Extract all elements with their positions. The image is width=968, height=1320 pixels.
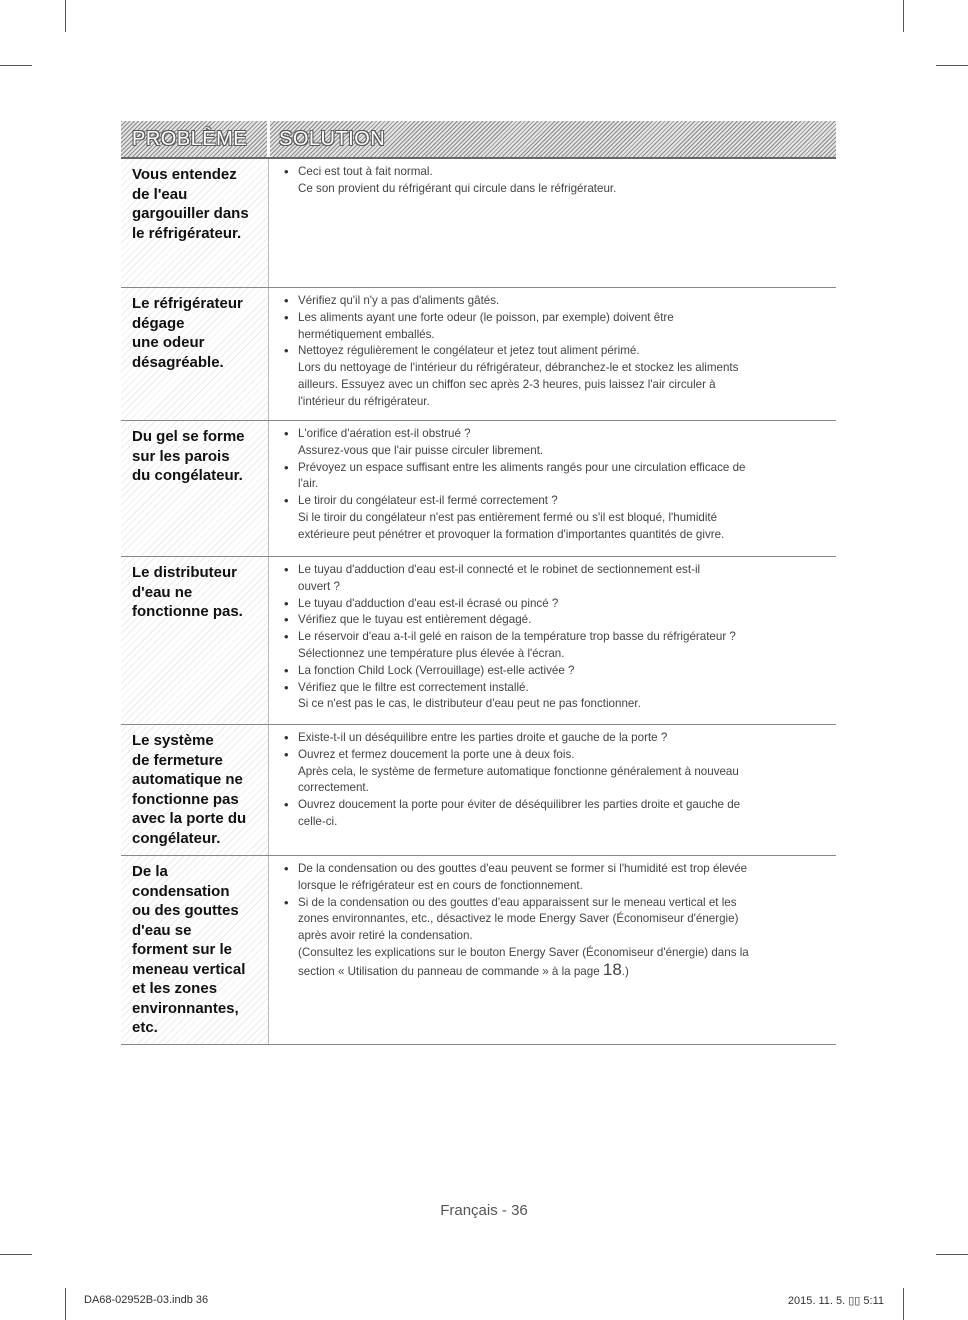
solution-text: La fonction Child Lock (Verrouillage) est-elle activée ?: [298, 663, 575, 677]
table-row: [121, 725, 836, 856]
problem-line: meneau vertical: [132, 960, 246, 978]
solution-continuation: [284, 959, 828, 981]
solution-continuation: [284, 911, 828, 928]
problem-line: environnantes,: [132, 999, 239, 1017]
problem-line: et les zones: [132, 980, 218, 997]
solution-continuation: [284, 764, 828, 781]
solution-text: Si ce n'est pas le cas, le distributeur d'eau peut ne pas fonctionner.: [298, 697, 641, 711]
table-header: [121, 121, 836, 159]
solution-cell: [269, 725, 836, 855]
problem-cell: [121, 725, 269, 855]
solution-bullet-item: [284, 596, 828, 613]
solution-continuation: [284, 443, 828, 460]
solution-cell: [269, 288, 836, 420]
solution-text: Sélectionnez une température plus élevée à l'écran.: [298, 646, 565, 660]
solution-bullet-item: [284, 663, 828, 680]
slug-file: DA68-02952B-03.indb 36: [84, 1294, 209, 1306]
solution-continuation: [284, 579, 828, 596]
solution-continuation: [284, 780, 828, 797]
problem-line: automatique ne: [132, 771, 243, 788]
problem-line: avec la porte du: [132, 810, 247, 827]
page-footer: Français - 36: [440, 1202, 528, 1219]
crop-mark: [0, 65, 32, 66]
solution-text: zones environnantes, etc., désactivez le mode Energy Saver (Économiseur d'énergie): [298, 912, 739, 926]
crop-mark: [65, 1288, 66, 1320]
solution-text: Le tiroir du congélateur est-il fermé correctement ?: [298, 494, 558, 508]
problem-line: forment sur le: [132, 941, 233, 958]
solution-continuation: [284, 360, 828, 377]
solution-text: correctement.: [298, 781, 369, 795]
solution-text: l'intérieur du réfrigérateur.: [298, 394, 430, 408]
problem-line: fonctionne pas: [132, 790, 239, 808]
problem-line: de fermeture: [132, 751, 223, 769]
header-solution: [270, 121, 836, 157]
solution-text: Ceci est tout à fait normal.: [298, 165, 433, 178]
problem-line: Le système: [132, 732, 214, 749]
solution-bullet-item: [284, 562, 828, 579]
problem-line: gargouiller dans: [132, 205, 249, 222]
solution-text: Vérifiez que le filtre est correctement installé.: [298, 680, 529, 694]
solution-text: l'air.: [298, 477, 319, 491]
solution-bullet-item: [284, 493, 828, 510]
solution-bullet-item: [284, 747, 828, 764]
problem-cell: [121, 856, 269, 1044]
problem-line: Le distributeur: [132, 564, 238, 581]
solution-text: Prévoyez un espace suffisant entre les aliments rangés pour une circulation efficace de: [298, 460, 746, 474]
problem-line: une odeur: [132, 334, 205, 351]
solution-text-suffix: .): [621, 964, 629, 978]
solution-text: De la condensation ou des gouttes d'eau peuvent se former si l'humidité est trop élevée: [298, 862, 748, 875]
solution-bullet-item: [284, 797, 828, 814]
problem-line: sur les parois: [132, 447, 230, 465]
table-row: [121, 557, 836, 725]
solution-list: [284, 164, 828, 198]
solution-text: extérieure peut pénétrer et provoquer la formation d'importantes quantités de givre.: [298, 527, 725, 541]
solution-text: (Consultez les explications sur le bouton Energy Saver (Économiseur d'énergie) dans la: [298, 945, 749, 959]
solution-bullet-item: [284, 629, 828, 646]
solution-text: Existe-t-il un déséquilibre entre les parties droite et gauche de la porte ?: [298, 731, 668, 744]
solution-list: [284, 293, 828, 411]
header-solution-label: SOLUTION: [279, 127, 386, 150]
solution-list: [284, 730, 828, 831]
header-problem-label: PROBLÈME: [132, 127, 248, 150]
solution-text: lorsque le réfrigérateur est en cours de fonctionnement.: [298, 878, 583, 892]
solution-text: section « Utilisation du panneau de commande » à la page: [298, 964, 603, 978]
problem-line: congélateur.: [132, 829, 221, 847]
problem-line: de l'eau: [132, 185, 188, 203]
page-reference: 18: [602, 959, 622, 979]
solution-list: [284, 861, 828, 981]
solution-text: Ouvrez doucement la porte pour éviter de déséquilibrer les parties droite et gauche de: [298, 798, 741, 812]
solution-cell: [269, 159, 836, 287]
solution-text: Les aliments ayant une forte odeur (le poisson, par exemple) doivent être: [298, 310, 674, 324]
header-problem: [121, 121, 267, 157]
solution-bullet-item: [284, 343, 828, 360]
solution-text: Le tuyau d'adduction d'eau est-il connecté et le robinet de sectionnement est-il: [298, 563, 701, 576]
solution-continuation: [284, 510, 828, 527]
solution-text: Le réservoir d'eau a-t-il gelé en raison de la température trop basse du réfrigérateur ?: [298, 630, 736, 644]
solution-bullet-item: [284, 861, 828, 878]
solution-text: Nettoyez régulièrement le congélateur et jetez tout aliment périmé.: [298, 344, 640, 358]
solution-bullet-item: [284, 164, 828, 181]
solution-bullet-item: [284, 730, 828, 747]
problem-cell: [121, 288, 269, 420]
solution-continuation: [284, 646, 828, 663]
problem-cell: [121, 159, 269, 287]
solution-continuation: [284, 476, 828, 493]
problem-line: dégage: [132, 314, 185, 332]
problem-line: d'eau se: [132, 921, 192, 939]
problem-cell: [121, 557, 269, 724]
problem-line: fonctionne pas.: [132, 603, 243, 620]
solution-list: [284, 562, 828, 713]
slug-date: 2015. 11. 5. ▯▯ 5:11: [787, 1295, 884, 1307]
problem-line: Le réfrigérateur: [132, 295, 243, 312]
crop-mark: [903, 0, 904, 32]
solution-text: Si de la condensation ou des gouttes d'eau apparaissent sur le meneau vertical et les: [298, 895, 737, 909]
solution-text: Assurez-vous que l'air puisse circuler librement.: [298, 443, 544, 457]
solution-continuation: [284, 377, 828, 394]
solution-text: Lors du nettoyage de l'intérieur du réfrigérateur, débranchez-le et stockez les aliments: [298, 361, 739, 375]
problem-line: le réfrigérateur.: [132, 224, 242, 242]
solution-list: [284, 426, 828, 544]
solution-continuation: [284, 928, 828, 945]
problem-line: Du gel se forme: [132, 428, 245, 445]
crop-mark: [65, 0, 66, 32]
solution-text: Après cela, le système de fermeture automatique fonctionne généralement à nouveau: [298, 764, 739, 778]
problem-line: d'eau ne: [132, 583, 193, 601]
solution-continuation: [284, 878, 828, 895]
solution-text: L'orifice d'aération est-il obstrué ?: [298, 427, 471, 440]
solution-cell: [269, 421, 836, 556]
solution-cell: [269, 557, 836, 724]
solution-continuation: [284, 181, 828, 198]
solution-bullet-item: [284, 895, 828, 912]
problem-line: De la: [132, 863, 168, 880]
crop-mark: [936, 65, 968, 66]
solution-text: Vérifiez que le tuyau est entièrement dégagé.: [298, 613, 532, 627]
problem-line: condensation: [132, 882, 230, 900]
solution-text: après avoir retiré la condensation.: [298, 929, 473, 943]
problem-line: ou des gouttes: [132, 902, 239, 919]
solution-text: ouvert ?: [298, 579, 340, 593]
crop-mark: [0, 1254, 32, 1255]
solution-text: celle-ci.: [298, 814, 338, 828]
table-row: [121, 421, 836, 557]
table-row: [121, 856, 836, 1045]
crop-mark: [936, 1254, 968, 1255]
solution-text: hermétiquement emballés.: [298, 327, 435, 341]
problem-cell: [121, 421, 269, 556]
solution-text: Si le tiroir du congélateur n'est pas entièrement fermé ou s'il est bloqué, l'humidité: [298, 510, 718, 524]
solution-bullet-item: [284, 612, 828, 629]
solution-cell: [269, 856, 836, 1044]
solution-continuation: [284, 945, 828, 962]
solution-bullet-item: [284, 460, 828, 477]
solution-text: Ce son provient du réfrigérant qui circule dans le réfrigérateur.: [298, 181, 617, 195]
solution-text: Le tuyau d'adduction d'eau est-il écrasé ou pincé ?: [298, 596, 559, 610]
solution-bullet-item: [284, 680, 828, 697]
problem-line: du congélateur.: [132, 467, 243, 484]
solution-continuation: [284, 696, 828, 713]
solution-bullet-item: [284, 426, 828, 443]
solution-bullet-item: [284, 310, 828, 327]
solution-bullet-item: [284, 293, 828, 310]
solution-text: Ouvrez et fermez doucement la porte une à deux fois.: [298, 747, 575, 761]
table-row: [121, 288, 836, 421]
solution-continuation: [284, 394, 828, 411]
table-body: [121, 159, 836, 1045]
crop-mark: [903, 1288, 904, 1320]
solution-continuation: [284, 814, 828, 831]
table-row: [121, 159, 836, 288]
problem-line: etc.: [132, 1019, 158, 1036]
problem-line: Vous entendez: [132, 166, 237, 183]
problem-line: désagréable.: [132, 353, 224, 371]
solution-continuation: [284, 327, 828, 344]
solution-continuation: [284, 527, 828, 544]
solution-text: Vérifiez qu'il n'y a pas d'aliments gâtés.: [298, 294, 500, 307]
troubleshooting-table: [121, 121, 836, 1045]
solution-text: ailleurs. Essuyez avec un chiffon sec après 2-3 heures, puis laissez l'air circuler à: [298, 377, 716, 391]
